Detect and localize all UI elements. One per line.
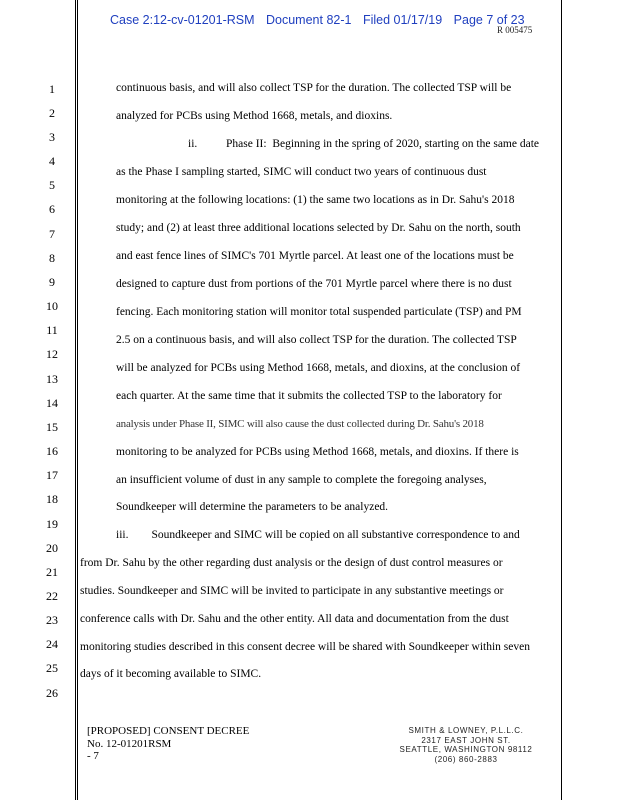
- body-line: analyzed for PCBs using Method 1668, metals, and dioxins.: [116, 110, 393, 122]
- body-line: from Dr. Sahu by the other regarding dust analysis or the design of dust control measures or: [80, 557, 503, 569]
- body-line: ii. Phase II: Beginning in the spring of 2020, starting on the same date: [188, 138, 540, 150]
- body-line: an insufficient volume of dust in any sample to complete the foregoing analyses,: [116, 474, 487, 486]
- body-line: as the Phase I sampling started, SIMC will conduct two years of continuous dust: [116, 166, 487, 178]
- line-number: 8: [49, 251, 55, 265]
- body-line: monitoring studies described in this consent decree will be shared with Soundkeeper within seven: [80, 641, 530, 653]
- line-number: 7: [49, 227, 55, 241]
- body-line: designed to capture dust from portions of the 701 Myrtle parcel where there is no dust: [116, 278, 512, 290]
- line-number: 21: [46, 565, 58, 579]
- firm-address-street: 2317 EAST JOHN ST.: [421, 735, 511, 745]
- line-number: 23: [46, 613, 58, 627]
- footer-page-number: - 7: [87, 750, 99, 762]
- line-number: 24: [46, 637, 58, 651]
- body-line: studies. Soundkeeper and SIMC will be invited to participate in any substantive meetings or: [80, 585, 504, 597]
- firm-address-city: SEATTLE, WASHINGTON 98112: [399, 745, 533, 754]
- law-firm-block: [396, 726, 536, 764]
- body-line: days of it becoming available to SIMC.: [80, 668, 262, 680]
- body-line: will be analyzed for PCBs using Method 1668, metals, and dioxins, at the conclusion of: [116, 362, 521, 374]
- line-number: 18: [46, 492, 58, 506]
- body-line: analysis under Phase II, SIMC will also cause the dust collected during Dr. Sahu's 2018: [116, 418, 484, 430]
- body-line: continuous basis, and will also collect TSP for the duration. The collected TSP will be: [116, 82, 512, 94]
- footer-caption: [87, 725, 249, 763]
- body-line: conference calls with Dr. Sahu and the other entity. All data and documentation from the dust: [80, 613, 509, 625]
- firm-name: SMITH & LOWNEY, P.L.L.C.: [408, 726, 524, 735]
- ecf-header: [110, 13, 533, 27]
- line-number: 22: [46, 589, 58, 603]
- line-number: 9: [49, 275, 55, 289]
- filed-date: Filed 01/17/19: [362, 13, 443, 27]
- page-indicator: Page 7 of 23: [453, 13, 525, 27]
- body-line: monitoring at the following locations: (1) the same two locations as in Dr. Sahu's 2018: [116, 194, 515, 206]
- left-margin-rule: [75, 0, 76, 800]
- line-number: 3: [49, 130, 55, 144]
- line-number: 14: [46, 396, 58, 410]
- bates-number: R 005475: [497, 25, 533, 35]
- body-line: each quarter. At the same time that it submits the collected TSP to the laboratory for: [116, 390, 502, 402]
- line-number: 6: [49, 202, 55, 216]
- line-number: 1: [49, 82, 55, 96]
- left-margin-rule-inner: [77, 0, 78, 800]
- line-number: 19: [46, 517, 58, 531]
- body-line: fencing. Each monitoring station will monitor total suspended particulate (TSP) and PM: [116, 306, 522, 318]
- footer-case-number: No. 12-01201RSM: [87, 737, 172, 750]
- line-number: 26: [46, 686, 58, 700]
- document-number: Document 82-1: [266, 13, 352, 27]
- line-number: 17: [46, 468, 58, 482]
- line-number: 5: [49, 178, 55, 192]
- body-line: and east fence lines of SIMC's 701 Myrtle parcel. At least one of the locations must be: [116, 250, 514, 262]
- footer-title: [PROPOSED] CONSENT DECREE: [87, 725, 250, 737]
- case-number: Case 2:12-cv-01201-RSM: [110, 13, 255, 27]
- body-line: Soundkeeper will determine the parameters to be analyzed.: [116, 501, 389, 513]
- line-number: 4: [49, 154, 55, 168]
- body-line: iii. Soundkeeper and SIMC will be copied on all substantive correspondence to and: [116, 529, 520, 541]
- firm-phone: (206) 860-2883: [434, 754, 498, 764]
- line-number: 25: [46, 661, 58, 675]
- line-number: 20: [46, 541, 58, 555]
- line-number: 13: [46, 372, 58, 386]
- body-line: monitoring to be analyzed for PCBs using Method 1668, metals, and dioxins. If there is: [116, 446, 519, 458]
- line-number: 10: [46, 299, 58, 313]
- line-number: 12: [46, 347, 58, 361]
- line-number: 2: [49, 106, 55, 120]
- line-number: 11: [46, 323, 58, 337]
- line-number: 15: [46, 420, 58, 434]
- body-line: study; and (2) at least three additional locations selected by Dr. Sahu on the north, south: [116, 222, 521, 234]
- body-line: 2.5 on a continuous basis, and will also collect TSP for the duration. The collected TSP: [116, 334, 517, 346]
- line-number: 16: [46, 444, 58, 458]
- right-margin-rule: [561, 0, 562, 800]
